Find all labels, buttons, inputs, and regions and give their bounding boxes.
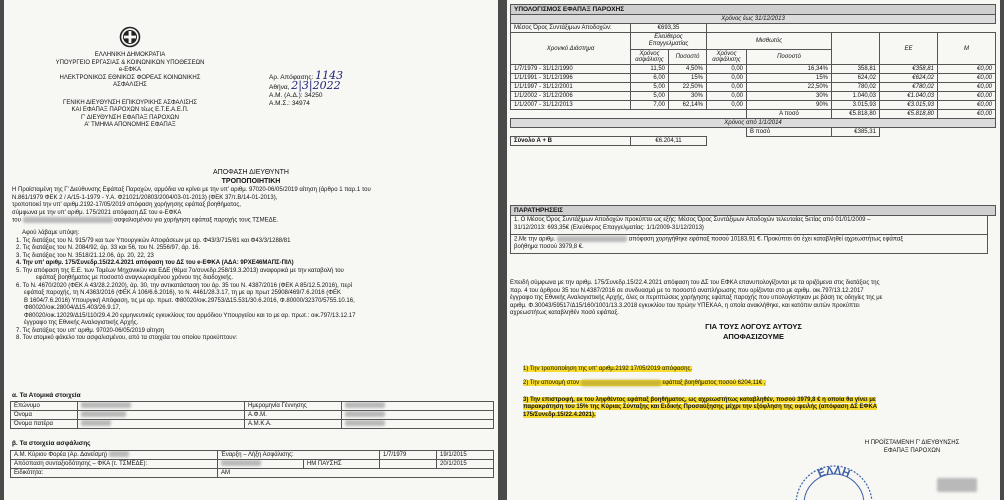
table-row: Επώνυμο Ημερομηνία Γέννησης: [11, 402, 494, 411]
header-line: ΚΑΙ ΕΦΑΠΑΞ ΠΑΡΟΧΩΝ τέως Ε.Τ.Ε.Α.Ε.Π.: [71, 107, 189, 113]
consideration-item: 3. Τις διατάξεις του Ν. 3518/21.12.06, άρ. 20, 22, 23: [16, 252, 154, 259]
consideration-item: 7. Τις διατάξεις του υπ' αριθμ. 97020-06/05/2019 αίτηση: [16, 327, 165, 334]
table-row: Μέσος Όρος Συντάξιμων Αποδοχών: €693,35: [511, 24, 996, 33]
consideration-item: 4. Την υπ' αριθμ. 175/Συνεδρ.15/22.4.2021 απόφαση του ΔΣ του e-ΕΦΚΑ (ΑΔΑ: 9ΡΧΕ46ΜΑΠΣ-ΠΙΛ): [16, 260, 294, 266]
calc-table: [510, 14, 996, 146]
stamp-text: ΕΛΛΗ: [816, 464, 852, 481]
body-text: Επειδή σύμφωνα με την αριθμ. 175/Συνεδρ.15/22.4.2021 απόφαση του ΔΣ του ΕΦΚΑ επανυπολογίζονται με τα οριζόμενα στις διατάξεις της παρ. 4 του άρθρου 35 του Ν.4387/2016 σε συνδυασμό με το ποσοστό αναπλήρωσης που ορίζονται στο με αριθμ. οικ.797/13.12.2017 έγγραφο της Εθνικής Αναλογιστικής Αρχής, όλες οι περιπτώσεις χορήγησης εφάπαξ παροχής που υπολογίστηκαν με βάση τις οδηγίες της με αριθμ. Φ.30043/59517/Δ15/160/1001/13.3.2018 εγκυκλίου του πρώην ΥΠΕΚΑΑ, η οποία ανακλήθηκε, και κατόπιν αυτών προκύπτει αχρεωστήτως καταβληθέν ποσό εφάπαξ.: [510, 280, 883, 316]
table-row: Όνομα Α.Φ.Μ.: [11, 411, 494, 420]
official-stamp: [789, 456, 879, 500]
protocol-label: Αρ. Απόφασης:: [269, 74, 314, 81]
header-line: Γ' ΔΙΕΥΘΥΝΣΗ ΕΦΑΠΑΞ ΠΑΡΟΧΩΝ: [81, 114, 179, 121]
svg-text:ΕΛΛΗ: [816, 465, 852, 480]
header-line: ΥΠΟΥΡΓΕΙΟ ΕΡΓΑΣΙΑΣ & ΚΟΙΝΩΝΙΚΩΝ ΥΠΟΘΕΣΕΩΝ: [55, 59, 205, 66]
header-line: ΑΣΦΑΛΙΣΗΣ: [113, 82, 147, 88]
table-row: Σύνολο Α + Β €6.204,11: [511, 137, 996, 146]
table-row: Χρόνος έως 31/12/2013: [511, 15, 996, 24]
coat-of-arms-icon: [119, 26, 141, 48]
decision-items: [523, 366, 993, 419]
am-value: 34250: [304, 92, 323, 99]
right-page: [507, 0, 1000, 500]
table-row: Όνομα πατέρα Α.Μ.Κ.Α.: [11, 420, 494, 429]
intro-text: Η Προϊσταμένη της Γ' Διεύθυνσης Εφάπαξ Παροχών, αρμόδια να κρίνει με την υπ' αριθμ. 97020-06/05/2019 αίτηση (άρθρο 1 παρ.1 του Ν.861/1979 ΦΕΚ 2 / Α/15-1-1979 - Υ.Α. Φ21021/20803/2004/03-01-2013) (ΦΕΚ 37/τ.Β/14-01-2013), τροποποιεί την υπ' αριθμ.2192-17/05/2019 απόφαση χορήγησης εφάπαξ βοηθήματος, σύμφωνα με την υπ' αριθμ. 175/2021 απόφαση ΔΣ του e-ΕΦΚΑ του ασφαλισμένου για χορήγηση εφάπαξ παροχής τους ΤΣΜΕΔΕ.: [12, 187, 371, 224]
table-row: Ειδικότητα: ΑΜ: [11, 469, 494, 478]
table-row: Χρονικό Διάστημα Ελεύθερος Επαγγελματίας Μισθωτός ΕΕ Μ: [511, 33, 996, 50]
reference-block: [269, 69, 469, 108]
decision-item-3: 3) Την επιστροφή, εκ του ληφθέντος εφάπαξ βοηθήματος, ως αχρεωστήτως καταβληθέν, ποσού 3979,8 € η οποία θα γίνει με παρακράτηση του 15% της Κύριας Σύνταξης και Ειδικής Προσαύξησης μέχρι την εξόφληση της οφειλής (απόφαση ΔΣ ΕΦΚΑ 175/Συνεδρ.15/22.4.2021).: [523, 396, 878, 418]
notes-title: ΠΑΡΑΤΗΡΗΣΕΙΣ: [510, 205, 996, 216]
place-label: Αθήνα,: [269, 84, 290, 91]
header-line: ΗΛΕΚΤΡΟΝΙΚΟΣ ΕΘΝΙΚΟΣ ΦΟΡΕΑΣ ΚΟΙΝΩΝΙΚΗΣ: [59, 74, 201, 81]
table-row: 1/1/1997 - 31/12/2001 5,00 22,50% 0,00 22,50% 780,02 €780,02 €0,00: [511, 83, 996, 92]
decision-item-2: 2) Την απονομή στον εφάπαξ βοηθήματος ποσού 6204,11€ ,: [523, 380, 766, 387]
consideration-item: 6. Το Ν. 4670/2020 (ΦΕΚ Α 43/28.2.2020), άρ. 30, την αντικατάσταση του άρ. 35 του Ν. 4387/2016 (ΦΕΚ Α 85/12.5.2016), περί: [16, 282, 352, 289]
reasons-heading: ΓΙΑ ΤΟΥΣ ΛΟΓΟΥΣ ΑΥΤΟΥΣ ΑΠΟΦΑΣΙΖΟΥΜΕ: [705, 322, 802, 341]
protocol-number: 1143: [315, 69, 344, 82]
signature-block: Η ΠΡΟΪΣΤΑΜΕΝΗ Γ' ΔΙΕΥΘΥΝΣΗΣ ΕΦΑΠΑΞ ΠΑΡΟΧΩΝ: [864, 440, 960, 454]
ams-value: 34974: [291, 100, 310, 107]
section-b-title: β. Τα στοιχεία ασφάλισης: [12, 440, 91, 447]
redacted-name: [23, 217, 113, 223]
table-row: Απόσπαση συνταξιοδότησης – ΦΚΑ (τ. ΤΣΜΕΔΕ): ΗΜ ΠΑΥΣΗΣ 20/1/2015: [11, 460, 494, 469]
personal-table: [10, 401, 494, 429]
notes-box: 1. Ο Μέσος Όρος Συντάξιμων Αποδοχών προκύπτει ως εξής: Μέσος Όρος Συντάξιμων Αποδοχών τελευταίας 5ετίας από 01/01/2009 – 31/12/2013: 693,35€ (Ελεύθερος Επαγγελματίας: 1/1/2009-31/12/2013) 2.Με την αριθμ. απόφαση χορηγήθηκε εφάπαξ ποσού 10183,91 €. Προκύπτει ότι έχει καταβληθεί αχρεωστήτως εφάπαξ βοήθημα ποσού 3979,8 €.: [510, 215, 988, 254]
table-row: Α ποσό €5.818,80 €5.818,80 €0,00: [511, 110, 996, 119]
decision-title: ΑΠΟΦΑΣΗ ΔΙΕΥΘΥΝΤΗ ΤΡΟΠΟΠΟΙΗΤΙΚΗ: [212, 169, 289, 185]
calc-title: ΥΠΟΛΟΓΙΣΜΟΣ ΕΦΑΠΑΞ ΠΑΡΟΧΗΣ: [510, 4, 996, 15]
consideration-item: 5. Την απόφαση της Ε.Ε. των Τομέων Μηχανικών και ΕΔΕ (θέμα 7ο/συνεδρ.258/19.3.2013) αναφορικά με την καταβολή του: [16, 267, 344, 274]
table-row: Β ποσό €385,31: [511, 128, 996, 137]
consideration-item: 2. Τις διατάξεις του Ν. 2084/92, άρ. 33 και 56, του Ν. 2556/97, άρ. 16.: [16, 245, 201, 251]
header-line: ΕΛΛΗΝΙΚΗ ΔΗΜΟΚΡΑΤΙΑ: [94, 52, 166, 58]
header-line: e-ΕΦΚΑ: [118, 67, 142, 73]
header-block: [4, 52, 256, 130]
left-page: [4, 0, 498, 500]
section-a-title: α. Τα Ατομικά στοιχεία: [12, 392, 81, 399]
decision-item-1: 1) Την τροποποίηση της υπ' αριθμ.2192 17/05/2019 απόφασης.: [523, 366, 693, 372]
ams-label: Α.Μ.Σ.:: [269, 100, 290, 107]
table-row: 1/1/2007 - 31/12/2013 7,00 62,14% 0,00 90% 3.015,93 €3.015,93 €0,00: [511, 101, 996, 110]
consideration-item: 8. Τον ατομικό φάκελο του ασφαλισμένου, από τα στοιχεία του οποίου προκύπτουν:: [16, 335, 238, 341]
table-row: Α.Μ. Κύριου Φορέα (Αρ. Δανείσμη) Έναρξη – Λήξη Ασφάλισης: 1/7/1979 19/1/2015: [11, 451, 494, 460]
header-line: ΓΕΝΙΚΗ ΔΙΕΥΘΥΝΣΗ ΕΠΙΚΟΥΡΙΚΗΣ ΑΣΦΑΛΙΣΗΣ: [63, 99, 197, 106]
insurance-table: [10, 450, 494, 478]
table-row: Χρόνος από 1/1/2014: [511, 119, 996, 128]
table-row: 1/7/1979 - 31/12/1990 11,50 4,50% 0,00 16,34% 358,81 €358,81 €0,00: [511, 65, 996, 74]
consideration-item: 1. Τις διατάξεις του Ν. 915/79 και των Υπουργικών Αποφάσεων με αρ. Φ43/3/715/81 και Φ43/3/1288/81: [16, 237, 291, 244]
redacted-signature: [937, 478, 977, 492]
table-row: Χρόνος ασφάλισης Ποσοστό Χρόνος ασφάλισης Ποσοστό: [511, 50, 996, 65]
decision-date: 2|3|2022: [291, 79, 341, 92]
table-row: 1/1/1991 - 31/12/1996 6,00 15% 0,00 15% 624,02 €624,02 €0,00: [511, 74, 996, 83]
table-row: 1/1/2002 - 31/12/2006 5,00 30% 0,00 30% 1.040,03 €1.040,03 €0,00: [511, 92, 996, 101]
header-line: Α' ΤΜΗΜΑ ΑΠΟΝΟΜΗΣ ΕΦΑΠΑΞ: [84, 122, 176, 128]
am-label: Α.Μ. (Α.Δ.):: [269, 92, 303, 99]
considerations-list: Αφού λάβαμε υπόψη: 1. Τις διατάξεις του Ν. 915/79 και των Υπουργικών Αποφάσεων με αρ. Φ43/3/715/81 και Φ43/3/1288/81 2. Τις διατάξεις του Ν. 2084/92, άρ. 33 και 56, του Ν. 2556/97, άρ. 16. 3. Τις διατάξεις του Ν. 3518/21.12.06, άρ. 20, 22, 23 4. Την υπ' αριθμ. 175/Συνεδρ.15/22.4.2021 απόφαση του ΔΣ του e-ΕΦΚΑ (ΑΔΑ: 9ΡΧΕ46ΜΑΠΣ-ΠΙΛ) 5. Την απόφαση της Ε.Ε. των Τομέων Μηχανικών και ΕΔΕ (θέμα 7ο/συνεδρ.258/19.3.2013) αναφορικά με την καταβολή του εφάπαξ βοηθήματος με ποσοστό αναγνωρισμένου χρόνου της διαδοχικής. 6. Το Ν. 4670/2020 (ΦΕΚ Α 43/28.2.2020), άρ. 30, την αντικατάσταση του άρ. 35 του Ν. 4387/2016 (ΦΕΚ Α 85/12.5.2016), περί εφάπαξ παροχής, τη Ν.4363/2016 (ΦΕΚ Α 106/6.6.2016), το Ν. 4461/28.3.17, τη με αρ πρωτ 25908/469/7.6.2016 (ΦΕΚ Β 1604/7.6.2016) Υπουργική Απόφαση, τις με αρ. πρωτ. Φ80020/οικ.29753/Δ15.531/30.6.2016, Φ.80000/32370/5755.10.16, Φ80020/οικ.28004/Δ15.403/26.9.17, Φ80020/οικ.12029/Δ15/110/29.4.20 ερμηνευτικές εγκυκλίους του αρμόδιου Υπουργείου και το με αρ. πρωτ.: οικ.797/13.12.17 έγγραφο της Εθνικής Αναλογιστικής Αρχής. 7. Τις διατάξεις του υπ' αριθμ. 97020-06/05/2019 αίτηση 8. Τον ατομικό φάκελο του ασφαλισμένου, από τα στοιχεία του οποίου προκύπτουν:: [16, 230, 494, 343]
